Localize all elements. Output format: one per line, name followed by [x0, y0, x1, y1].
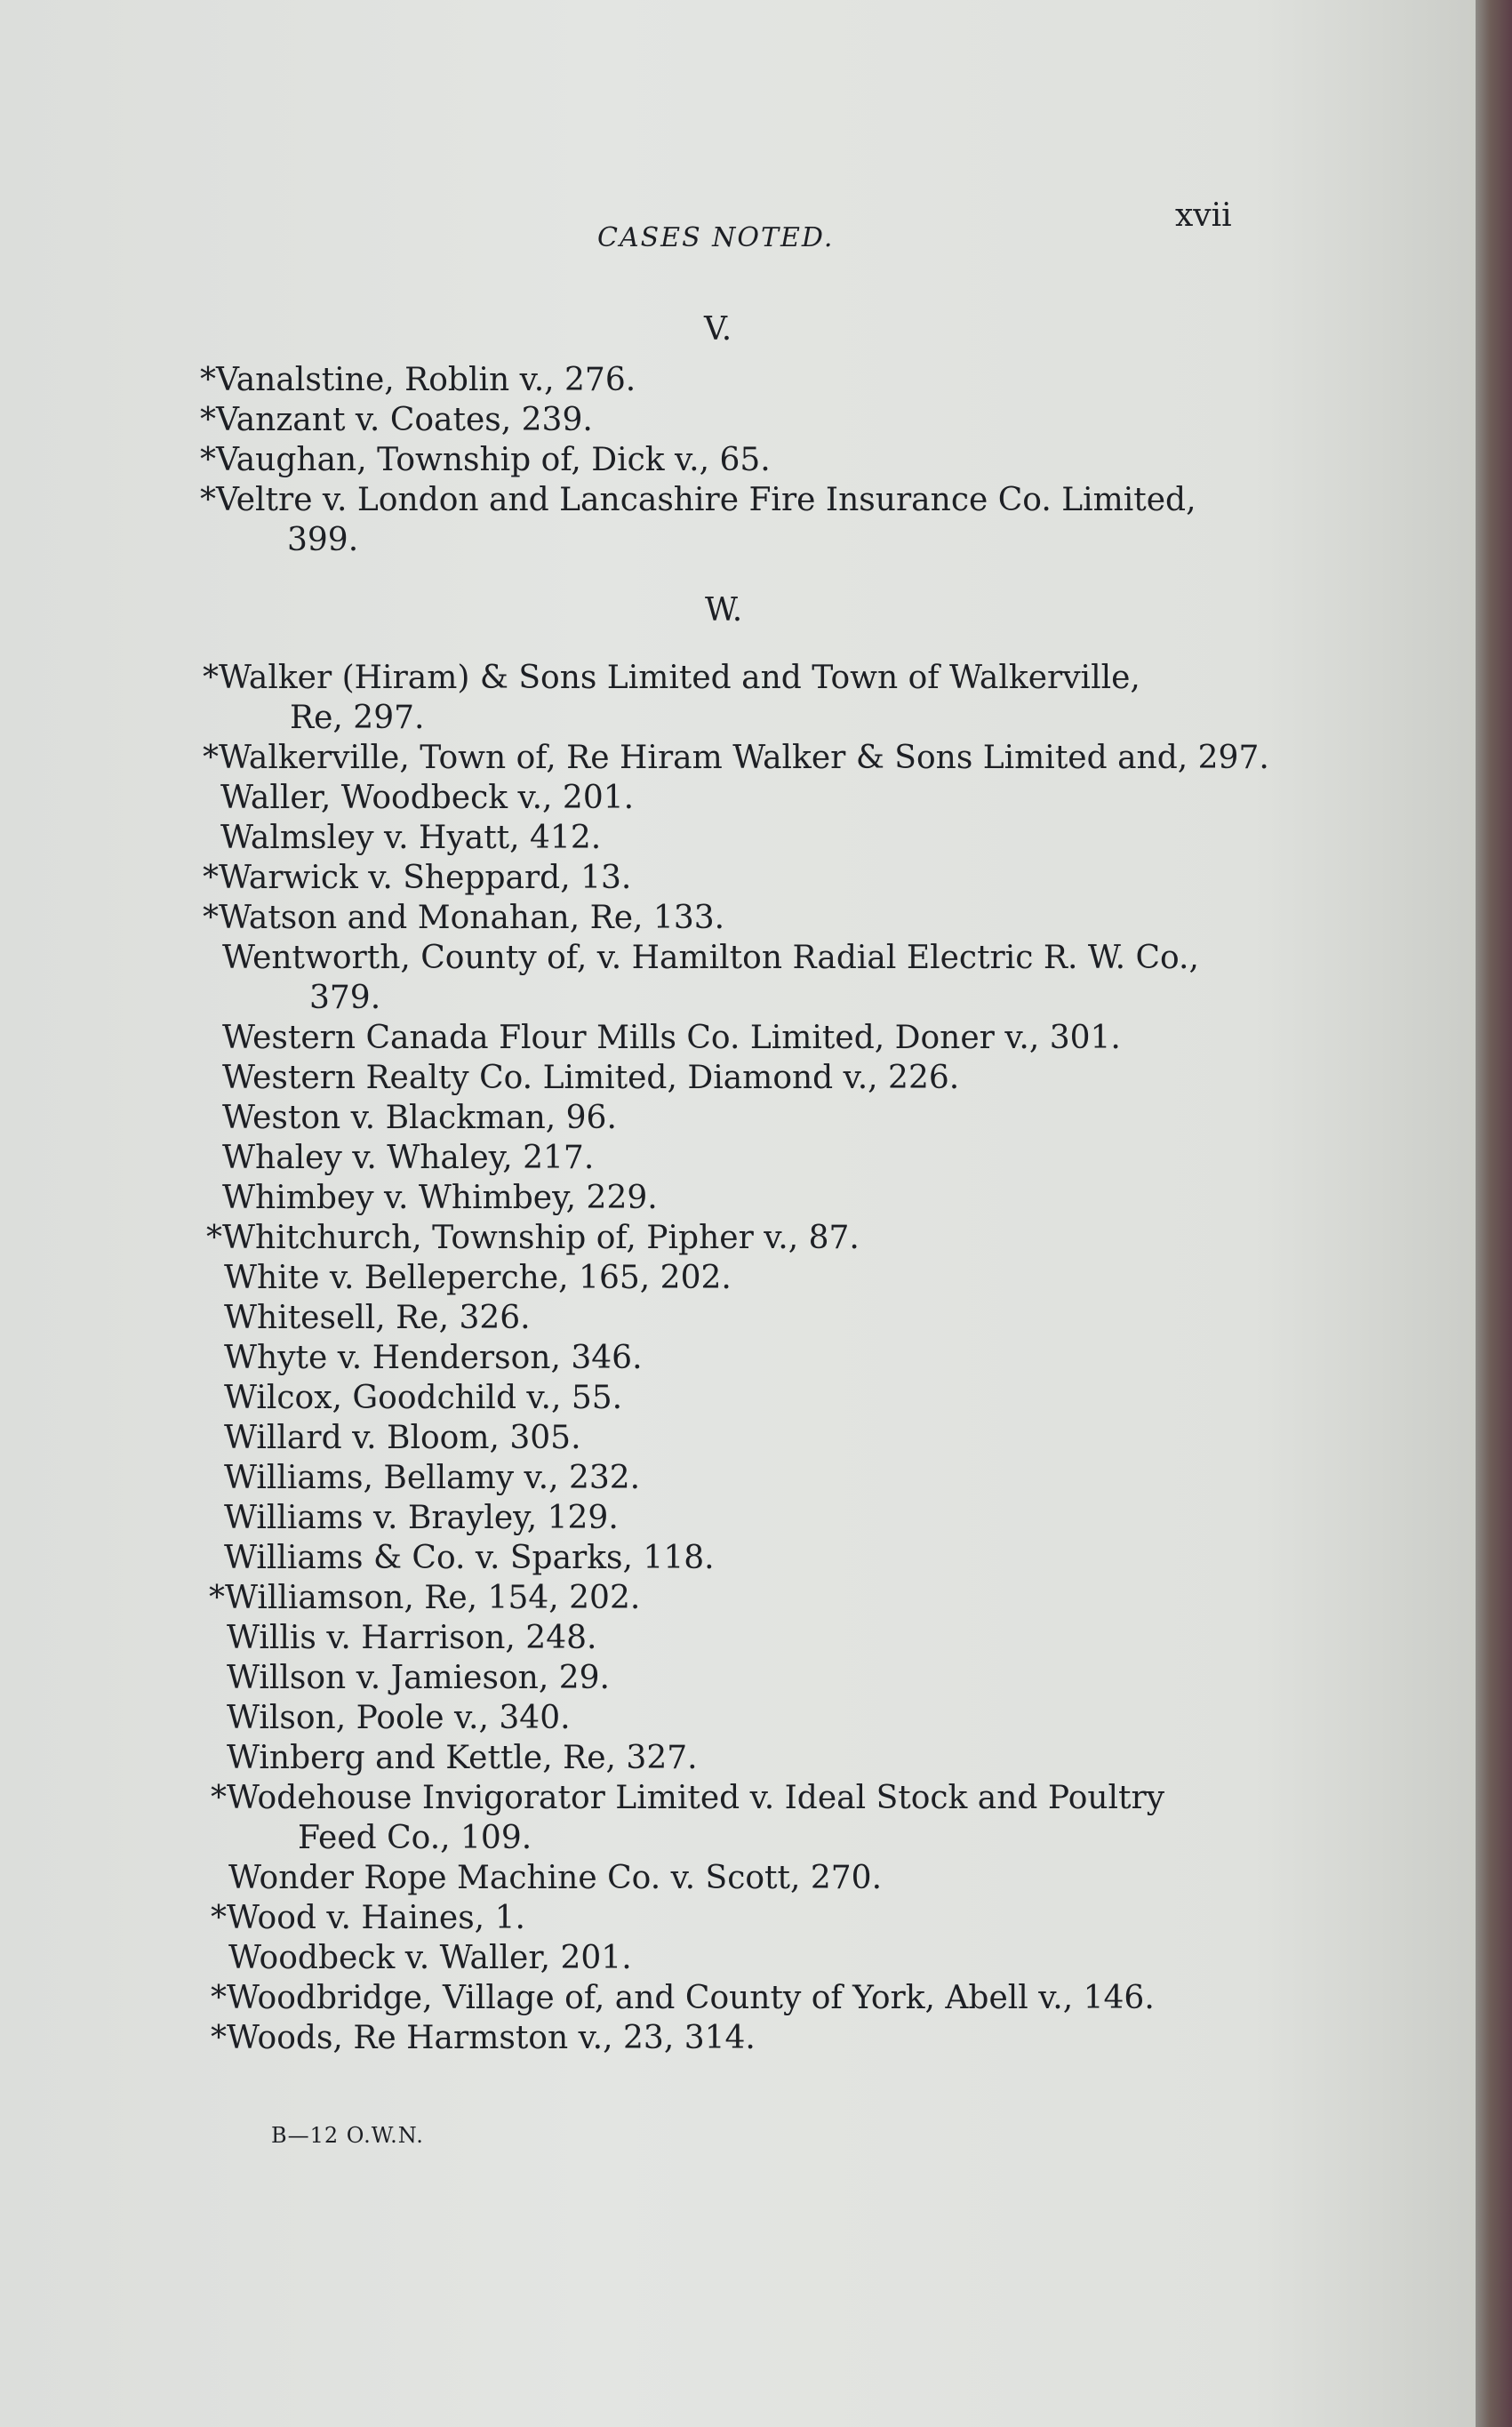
case-entry	[224, 1338, 643, 1378]
case-entry-text: White v. Belleperche, 165, 202.	[224, 1260, 732, 1296]
case-entry-continuation: 379.	[309, 980, 381, 1016]
case-entry-text: *Williamson, Re, 154, 202.	[209, 1580, 641, 1616]
section-heading-w: W.	[705, 592, 743, 629]
case-entry-text: Walmsley v. Hyatt, 412.	[220, 820, 602, 856]
case-entry	[222, 938, 1199, 1018]
section-heading-v: V.	[704, 311, 732, 348]
page-number: xvii	[1175, 197, 1232, 234]
case-entry	[203, 738, 1269, 778]
running-head: CASES NOTED.	[597, 222, 835, 253]
case-entry-text: *Vanzant v. Coates, 239.	[200, 402, 593, 438]
case-entry	[224, 1498, 619, 1538]
case-entry	[222, 1018, 1121, 1058]
case-entry	[200, 440, 771, 480]
case-entry	[203, 858, 631, 898]
case-entry-text: Weston v. Blackman, 96.	[222, 1100, 617, 1136]
case-entry	[228, 1858, 882, 1898]
case-entry-text: Whaley v. Whaley, 217.	[222, 1140, 595, 1176]
case-entry	[211, 1898, 525, 1938]
case-entry-text: *Wodehouse Invigorator Limited v. Ideal Stock and Poultry	[211, 1780, 1165, 1816]
case-entry	[227, 1738, 698, 1778]
case-entry-text: Willard v. Bloom, 305.	[224, 1420, 581, 1456]
case-entry	[224, 1258, 732, 1298]
case-entry	[209, 1578, 640, 1618]
case-entry-continuation: Feed Co., 109.	[298, 1820, 532, 1856]
case-entry	[222, 1178, 658, 1218]
case-entry-text: *Woods, Re Harmston v., 23, 314.	[211, 2020, 756, 2056]
case-entry	[227, 1698, 571, 1738]
case-entry	[203, 898, 724, 938]
case-entry-text: Williams & Co. v. Sparks, 118.	[224, 1540, 715, 1576]
case-entry	[200, 480, 1196, 560]
case-entry-continuation: Re, 297.	[290, 700, 425, 736]
case-entry-text: Western Canada Flour Mills Co. Limited, Doner v., 301.	[222, 1020, 1121, 1056]
case-entry	[206, 1218, 860, 1258]
case-entry	[227, 1658, 610, 1698]
case-entry-text: *Wood v. Haines, 1.	[211, 1900, 525, 1936]
case-entry-text: Willis v. Harrison, 248.	[227, 1620, 597, 1656]
case-entry-text: Winberg and Kettle, Re, 327.	[227, 1740, 698, 1776]
case-entry-text: *Woodbridge, Village of, and County of York, Abell v., 146.	[211, 1980, 1155, 2016]
case-entry-text: *Walker (Hiram) & Sons Limited and Town of Walkerville,	[203, 660, 1140, 696]
case-entry	[228, 1938, 632, 1978]
case-entry-text: Wilcox, Goodchild v., 55.	[224, 1380, 623, 1416]
case-entry-text: Woodbeck v. Waller, 201.	[228, 1940, 632, 1976]
case-entry-text: *Whitchurch, Township of, Pipher v., 87.	[206, 1220, 860, 1256]
case-entry	[224, 1458, 640, 1498]
case-entry-text: Wilson, Poole v., 340.	[227, 1700, 571, 1736]
case-entry-text: Whimbey v. Whimbey, 229.	[222, 1180, 658, 1216]
case-entry	[211, 1778, 1164, 1858]
case-entry	[211, 2018, 756, 2058]
case-entry	[200, 360, 636, 400]
signature-mark: B—12 O.W.N.	[271, 2123, 424, 2148]
case-entry-continuation: 399.	[287, 522, 359, 558]
case-entry	[203, 658, 1140, 738]
case-entry-text: Waller, Woodbeck v., 201.	[220, 780, 635, 816]
case-entry	[211, 1978, 1155, 2018]
case-entry	[224, 1538, 715, 1578]
case-entry-text: *Warwick v. Sheppard, 13.	[203, 860, 632, 896]
case-entry-text: *Walkerville, Town of, Re Hiram Walker & Sons Limited and, 297.	[203, 740, 1269, 776]
case-entry	[220, 818, 601, 858]
case-entry-text: Willson v. Jamieson, 29.	[227, 1660, 610, 1696]
case-entry	[224, 1298, 531, 1338]
case-entry-text: *Vaughan, Township of, Dick v., 65.	[200, 442, 771, 478]
case-entry	[224, 1418, 581, 1458]
book-spine	[1476, 0, 1512, 2427]
case-entry-text: Wonder Rope Machine Co. v. Scott, 270.	[228, 1860, 883, 1896]
case-entry-text: Whitesell, Re, 326.	[224, 1300, 531, 1336]
case-entry-text: *Vanalstine, Roblin v., 276.	[200, 362, 636, 398]
case-entry	[222, 1098, 617, 1138]
case-entry	[200, 400, 593, 440]
case-entry	[227, 1618, 596, 1658]
case-entry-text: Wentworth, County of, v. Hamilton Radial Electric R. W. Co.,	[222, 940, 1199, 976]
case-entry	[220, 778, 634, 818]
case-entry-text: *Veltre v. London and Lancashire Fire Insurance Co. Limited,	[200, 482, 1196, 518]
case-entry-text: Williams v. Brayley, 129.	[224, 1500, 619, 1536]
case-entry	[222, 1058, 959, 1098]
case-entry	[224, 1378, 622, 1418]
case-entry-text: *Watson and Monahan, Re, 133.	[203, 900, 725, 936]
case-entry-text: Whyte v. Henderson, 346.	[224, 1340, 643, 1376]
case-entry	[222, 1138, 594, 1178]
case-entry-text: Williams, Bellamy v., 232.	[224, 1460, 641, 1496]
case-entry-text: Western Realty Co. Limited, Diamond v., 226.	[222, 1060, 960, 1096]
